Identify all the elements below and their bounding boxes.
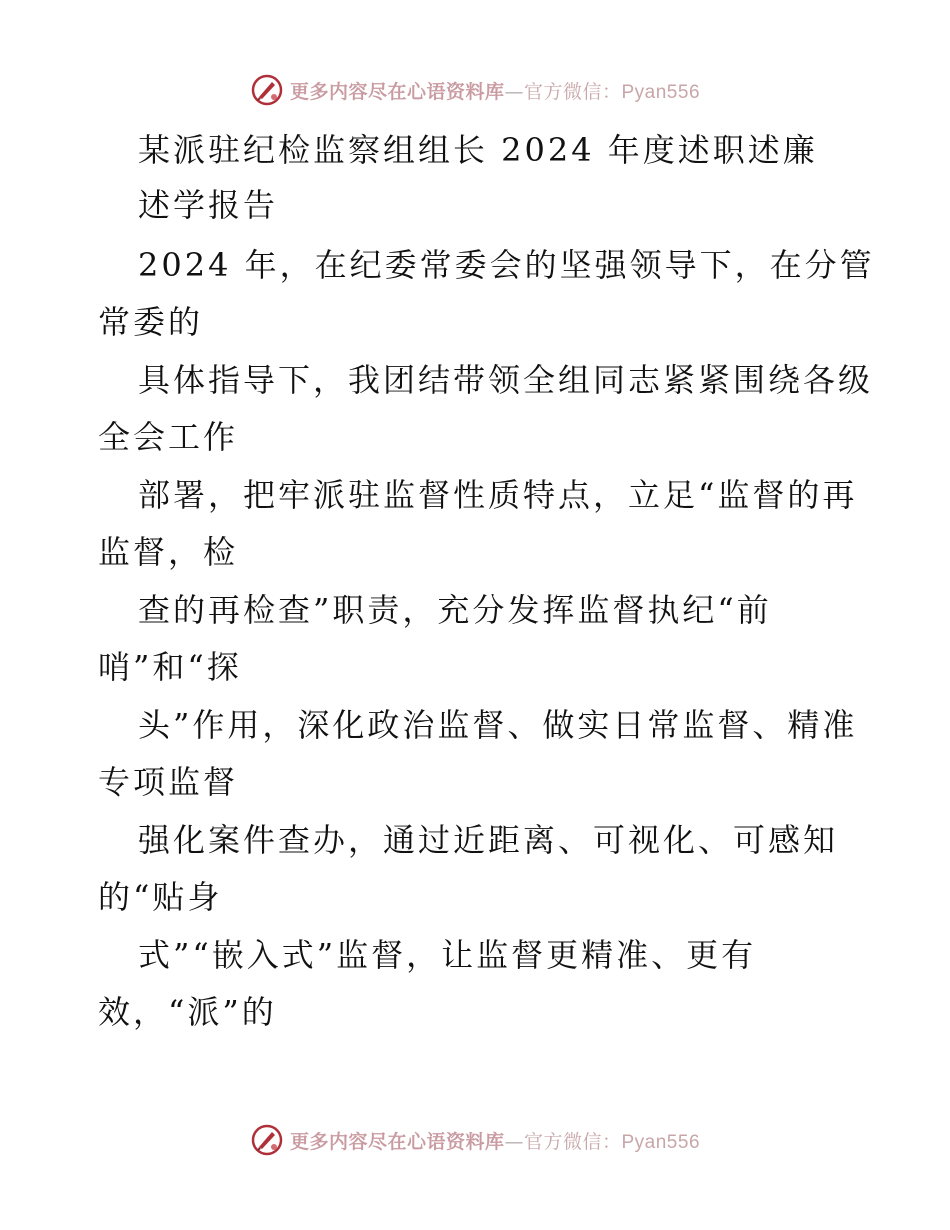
watermark-dash: — <box>504 1130 524 1153</box>
header-watermark <box>0 70 950 110</box>
watermark-dash: — <box>504 80 524 103</box>
paragraph-line: 全会工作 <box>98 418 239 456</box>
watermark-account: Pyan556 <box>621 1131 701 1153</box>
paragraph-line: 式”“嵌入式”监督，让监督更精准、更有 <box>138 936 757 974</box>
document-title-line-2: 述学报告 <box>138 186 279 224</box>
watermark-text <box>290 77 700 104</box>
paragraph-line: 专项监督 <box>98 763 239 801</box>
paragraph-line: 具体指导下，我团结带领全组同志紧紧围绕各级 <box>138 361 874 399</box>
paragraph-line: 的“贴身 <box>98 878 223 916</box>
watermark-brand: 更多内容尽在心语资料库 <box>289 1130 505 1153</box>
paragraph-line: 强化案件查办，通过近距离、可视化、可感知 <box>138 821 839 859</box>
quill-logo-icon <box>250 73 284 107</box>
paragraph-line: 头”作用，深化政治监督、做实日常监督、精准 <box>138 706 858 744</box>
watermark-suffix: 官方微信： <box>523 80 622 103</box>
footer-watermark <box>0 1120 950 1160</box>
paragraph-line: 查的再检查”职责，充分发挥监督执纪“前 <box>138 591 772 629</box>
watermark-text <box>290 1127 700 1154</box>
paragraph-line: 常委的 <box>98 303 204 341</box>
paragraph-line: 部署，把牢派驻监督性质特点，立足“监督的再 <box>138 476 858 514</box>
watermark-suffix: 官方微信： <box>523 1130 622 1153</box>
paragraph-line: 效，“派”的 <box>98 993 277 1031</box>
document-title-line-1: 某派驻纪检监察组组长 2024 年度述职述廉 <box>138 131 818 169</box>
quill-logo-icon <box>250 1123 284 1157</box>
watermark-group <box>250 73 700 107</box>
watermark-account: Pyan556 <box>621 81 701 103</box>
paragraph-line: 2024 年，在纪委常委会的坚强领导下，在分管 <box>138 246 875 284</box>
watermark-group <box>250 1123 700 1157</box>
paragraph-line: 哨”和“探 <box>98 648 242 686</box>
paragraph-line: 监督，检 <box>98 533 239 571</box>
watermark-brand: 更多内容尽在心语资料库 <box>289 80 505 103</box>
